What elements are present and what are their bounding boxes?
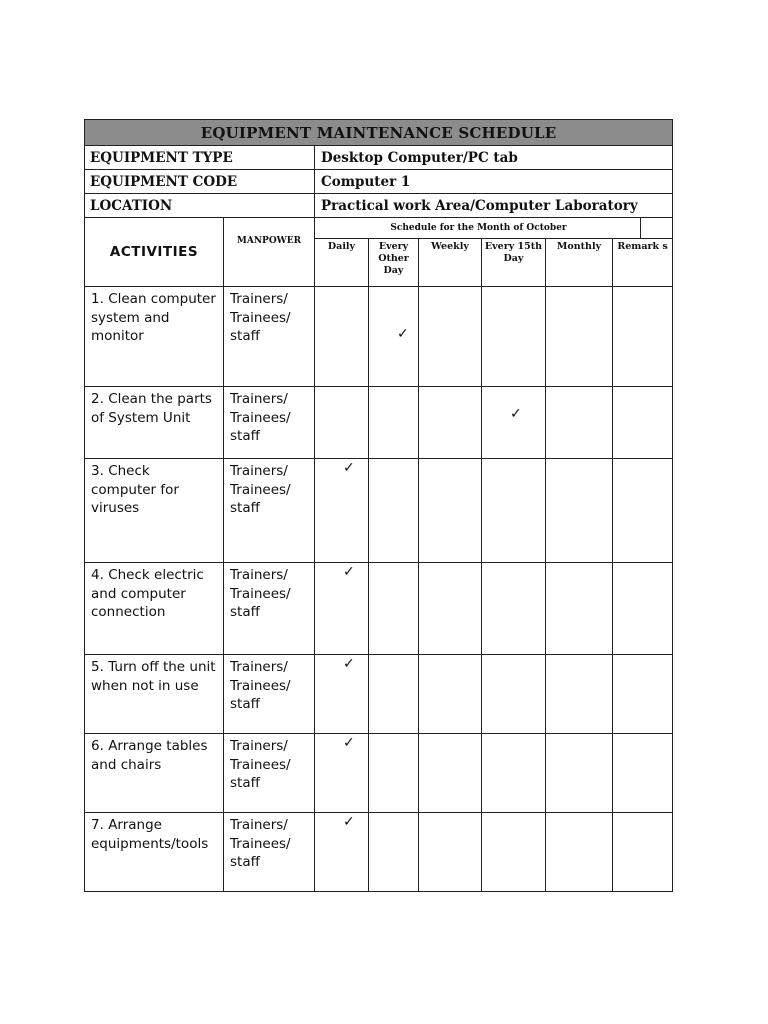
every-15th-day-cell [482,287,546,387]
daily-cell [315,459,369,563]
every-other-day-cell [369,287,419,387]
table-row [85,563,673,655]
remarks-header: Remark s [613,239,673,287]
activity-number: 5. [91,659,104,675]
weekly-cell [419,563,482,655]
daily-cell [315,287,369,387]
check-mark-icon: ✓ [343,735,355,751]
every-15th-day-header: Every 15th Day [482,239,546,287]
every-15th-day-cell [482,387,546,459]
monthly-cell [546,459,613,563]
weekly-cell [419,813,482,892]
manpower-cell: Trainers/ Trainees/ staff [224,655,315,734]
schedule-title: EQUIPMENT MAINTENANCE SCHEDULE [85,120,673,146]
manpower-cell: Trainers/ Trainees/ staff [224,813,315,892]
equipment-type-label: EQUIPMENT TYPE [85,146,315,170]
monthly-cell [546,813,613,892]
table-row [85,459,673,563]
remarks-cell [613,387,673,459]
every-other-day-header: Every Other Day [369,239,419,287]
every-15th-day-cell [482,459,546,563]
remarks-cell [613,287,673,387]
remarks-cell [613,734,673,813]
schedule-corner-box [640,218,672,238]
activity-number: 4. [91,567,104,583]
activity-cell [85,813,224,892]
activity-text: Turn off the unit when not in use [91,659,216,694]
activity-text: Clean the parts of System Unit [91,391,212,426]
monthly-cell [546,387,613,459]
activity-number: 3. [91,463,104,479]
every-other-day-cell [369,734,419,813]
every-15th-day-cell [482,734,546,813]
manpower-cell: Trainers/ Trainees/ staff [224,563,315,655]
table-row [85,655,673,734]
remarks-cell [613,563,673,655]
schedule-month-label: Schedule for the Month of October [390,223,567,233]
manpower-cell: Trainers/ Trainees/ staff [224,387,315,459]
check-mark-icon: ✓ [343,460,355,476]
check-mark-icon: ✓ [397,326,409,342]
weekly-cell [419,459,482,563]
every-other-day-cell [369,387,419,459]
activity-number: 7. [91,817,104,833]
monthly-cell [546,287,613,387]
table-row [85,287,673,387]
activity-text: Check computer for viruses [91,463,179,516]
every-15th-day-cell [482,563,546,655]
table-row [85,387,673,459]
activity-cell [85,387,224,459]
every-15th-day-cell [482,813,546,892]
check-mark-icon: ✓ [343,656,355,672]
schedule-month-header [315,218,673,239]
table-row [85,734,673,813]
activity-cell [85,734,224,813]
every-other-day-cell [369,813,419,892]
remarks-cell [613,813,673,892]
manpower-cell: Trainers/ Trainees/ staff [224,287,315,387]
equipment-code-value: Computer 1 [315,170,673,194]
weekly-cell [419,287,482,387]
manpower-header: MANPOWER [224,218,315,287]
activity-text: Arrange tables and chairs [91,738,208,773]
weekly-cell [419,387,482,459]
daily-cell [315,734,369,813]
every-15th-day-cell [482,655,546,734]
activity-number: 2. [91,391,104,407]
activity-cell [85,287,224,387]
weekly-header: Weekly [419,239,482,287]
table-row [85,813,673,892]
monthly-header: Monthly [546,239,613,287]
remarks-cell [613,655,673,734]
activity-number: 1. [91,291,104,307]
monthly-cell [546,563,613,655]
activity-text: Clean computer system and monitor [91,291,216,344]
check-mark-icon: ✓ [510,406,522,422]
location-label: LOCATION [85,194,315,218]
daily-cell [315,813,369,892]
activity-cell [85,655,224,734]
activity-cell [85,459,224,563]
equipment-type-value: Desktop Computer/PC tab [315,146,673,170]
remarks-cell [613,459,673,563]
every-other-day-cell [369,459,419,563]
every-other-day-cell [369,655,419,734]
daily-cell [315,655,369,734]
equipment-code-label: EQUIPMENT CODE [85,170,315,194]
check-mark-icon: ✓ [343,564,355,580]
activity-text: Check electric and computer connection [91,567,204,620]
daily-header: Daily [315,239,369,287]
monthly-cell [546,734,613,813]
daily-cell [315,563,369,655]
manpower-cell: Trainers/ Trainees/ staff [224,459,315,563]
maintenance-schedule-table [84,119,673,892]
weekly-cell [419,655,482,734]
activity-text: Arrange equipments/tools [91,817,209,852]
monthly-cell [546,655,613,734]
daily-cell [315,387,369,459]
activities-header: ACTIVITIES [85,218,224,287]
activity-cell [85,563,224,655]
weekly-cell [419,734,482,813]
every-other-day-cell [369,563,419,655]
manpower-cell: Trainers/ Trainees/ staff [224,734,315,813]
location-value: Practical work Area/Computer Laboratory [315,194,673,218]
activity-number: 6. [91,738,104,754]
check-mark-icon: ✓ [343,814,355,830]
